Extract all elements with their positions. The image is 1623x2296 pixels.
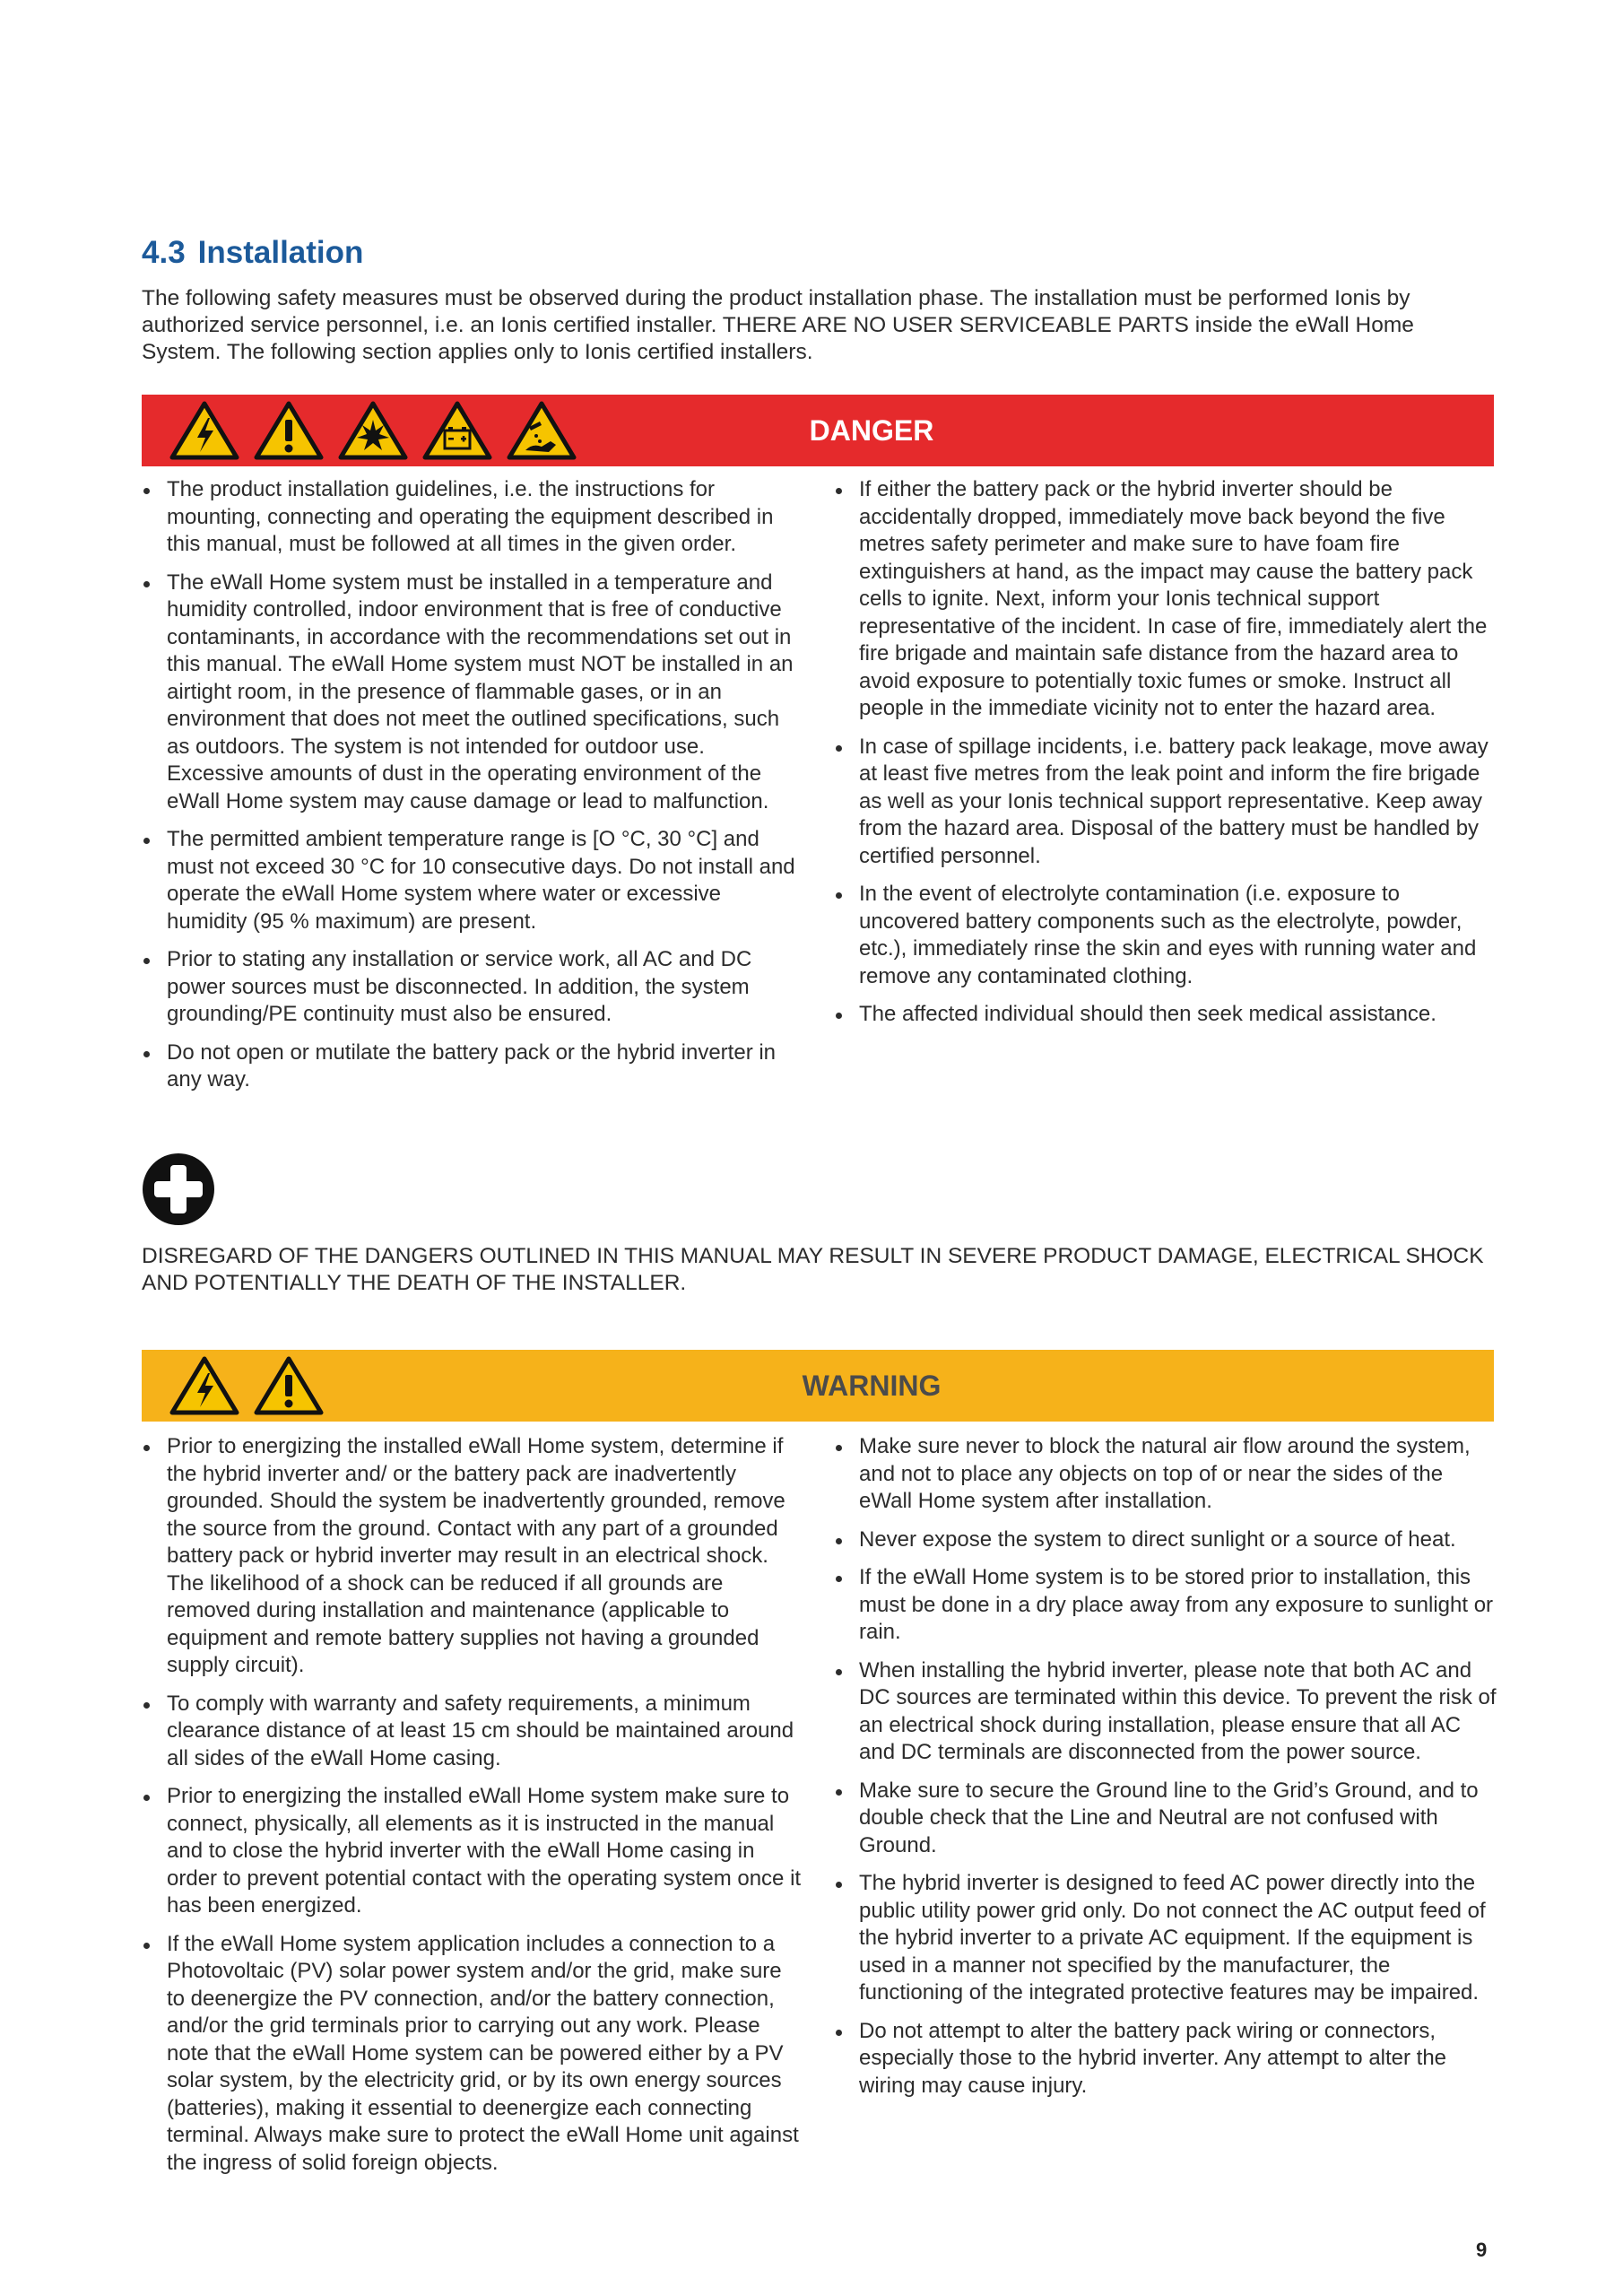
warning-left-list xyxy=(142,1433,805,2187)
list-item: If either the battery pack or the hybrid inverter should be accidentally dropped, immediately move back beyond the five metres safety perimeter and make sure to have foam fire extinguishers at hand, as the impact may cause the battery pack cells to ignite. Next, inform your Ionis technical support representative of the incident. In case of fire, immediately alert the fire brigade and maintain safe distance from the hazard area to avoid exposure to potentially toxic fumes or smoke. Instruct all people in the immediate vicinity not to enter the hazard area. xyxy=(834,476,1497,723)
intro-paragraph: The following safety measures must be observed during the product installation phase. The installation must be performed Ionis by authorized service personnel, i.e. an Ionis certified installer. THERE ARE NO USER SERVICEABLE PARTS inside the eWall Home System. The following section applies only to Ionis certified installers. xyxy=(142,286,1414,364)
danger-left-list xyxy=(142,476,796,1105)
warning-right-list xyxy=(834,1433,1497,2110)
plus-circle-icon xyxy=(142,1152,215,1226)
list-item: To comply with warranty and safety requirements, a minimum clearance distance of at least 15 cm should be maintained around all sides of the eWall Home casing. xyxy=(142,1691,805,1773)
list-item: The permitted ambient temperature range is [O °C, 30 °C] and must not exceed 30 °C for 10 consecutive days. Do not install and operate the eWall Home system where water or excessive humidity (95 % maximum) are present. xyxy=(142,826,796,935)
danger-right-list xyxy=(834,476,1497,1039)
list-item: Make sure to secure the Ground line to the Grid’s Ground, and to double check that the Line and Neutral are not confused with Ground. xyxy=(834,1778,1497,1860)
list-item: In case of spillage incidents, i.e. battery pack leakage, move away at least five metres from the leak point and inform the fire brigade as well as your Ionis technical support representative. Keep away from the hazard area. Disposal of the battery must be handled by certified personnel. xyxy=(834,734,1497,871)
list-item: If the eWall Home system is to be stored prior to installation, this must be done in a dry place away from any exposure to sunlight or rain. xyxy=(834,1564,1497,1647)
list-item: The affected individual should then seek medical assistance. xyxy=(834,1001,1497,1029)
list-item: Prior to energizing the installed eWall Home system, determine if the hybrid inverter and/ or the battery pack are inadvertently grounded. Should the system be inadvertently grounded, remove the source from the ground. Contact with any part of a grounded battery pack or hybrid inverter may result in an electrical shock. The likelihood of a shock can be reduced if all grounds are removed during installation and maintenance (applicable to equipment and remote battery supplies not having a grounded supply circuit). xyxy=(142,1433,805,1680)
list-item: When installing the hybrid inverter, please note that both AC and DC sources are terminated within this device. To prevent the risk of an electrical shock during installation, please ensure that all AC and DC terminals are disconnected from the power source. xyxy=(834,1657,1497,1767)
danger-label: DANGER xyxy=(809,414,934,447)
warning-label: WARNING xyxy=(802,1370,942,1402)
danger-banner xyxy=(142,395,1494,466)
list-item: Never expose the system to direct sunlight or a source of heat. xyxy=(834,1526,1497,1554)
list-item: Make sure never to block the natural air flow around the system, and not to place any objects on top of or near the sides of the eWall Home system after installation. xyxy=(834,1433,1497,1516)
section-number: 4.3 xyxy=(142,235,186,270)
page-number: 9 xyxy=(1476,2239,1488,2261)
section-title-text: Installation xyxy=(197,235,364,270)
list-item: The eWall Home system must be installed in a temperature and humidity controlled, indoor environment that is free of conductive contaminants, in accordance with the recommendations set out in this manual. The eWall Home system must NOT be installed in an airtight room, in the presence of flammable gases, or in an environment that does not meet the outlined specifications, such as outdoors. The system is not intended for outdoor use. Excessive amounts of dust in the operating environment of the eWall Home system may cause damage or lead to malfunction. xyxy=(142,570,796,816)
section-title xyxy=(142,235,363,271)
list-item: The product installation guidelines, i.e. the instructions for mounting, connecting and operating the equipment described in this manual, must be followed at all times in the given order. xyxy=(142,476,796,559)
list-item: Do not attempt to alter the battery pack wiring or connectors, especially those to the hybrid inverter. Any attempt to alter the wiring may cause injury. xyxy=(834,2018,1497,2100)
list-item: Do not open or mutilate the battery pack or the hybrid inverter in any way. xyxy=(142,1039,796,1094)
list-item: In the event of electrolyte contamination (i.e. exposure to uncovered battery components such as the electrolyte, powder, etc.), immediately rinse the skin and eyes with running water and remove any contaminated clothing. xyxy=(834,881,1497,990)
list-item: Prior to stating any installation or service work, all AC and DC power sources must be disconnected. In addition, the system grounding/PE continuity must also be ensured. xyxy=(142,946,796,1029)
list-item: Prior to energizing the installed eWall Home system make sure to connect, physically, all elements as it is instructed in the manual and to close the hybrid inverter with the eWall Home casing in order to prevent potential contact with the operating system once it has been energized. xyxy=(142,1783,805,1920)
disregard-notice: DISREGARD OF THE DANGERS OUTLINED IN THIS MANUAL MAY RESULT IN SEVERE PRODUCT DAMAGE, ELECTRICAL SHOCK AND POTENTIALLY THE DEATH OF THE INSTALLER. xyxy=(142,1244,1484,1295)
warning-banner xyxy=(142,1350,1494,1422)
list-item: If the eWall Home system application includes a connection to a Photovoltaic (PV) solar power system and/or the grid, make sure to deenergize the PV connection, and/or the battery connection, and/or the grid terminals prior to carrying out any work. Please note that the eWall Home system can be powered either by a PV solar system, by the electricity grid, or by its own energy sources (batteries), making it essential to deenergize each connecting terminal. Always make sure to protect the eWall Home unit against the ingress of solid foreign objects. xyxy=(142,1931,805,2178)
list-item: The hybrid inverter is designed to feed AC power directly into the public utility power grid only. Do not connect the AC output feed of the hybrid inverter to a private AC equipment. If the equipment is used in a manner not specified by the manufacturer, the functioning of the integrated protective features may be impaired. xyxy=(834,1870,1497,2007)
